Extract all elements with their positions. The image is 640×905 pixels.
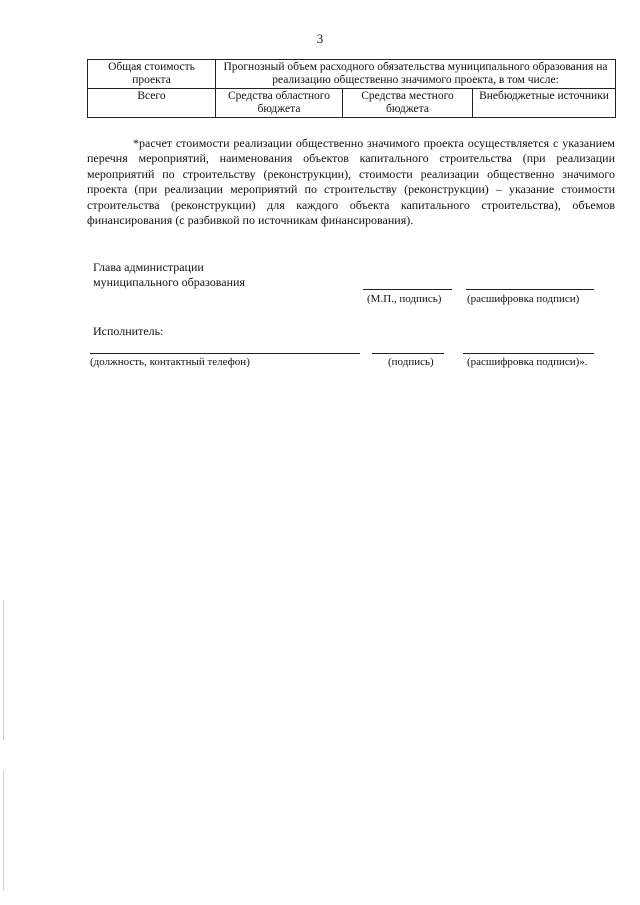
head-decode-line	[466, 289, 594, 290]
head-title-line2: муниципального образования	[93, 275, 245, 289]
table-header-row	[88, 60, 616, 89]
table-col-extrabudgetary: Внебюджетные источники	[473, 89, 616, 118]
table-subheader-row	[88, 89, 616, 118]
head-decode-caption: (расшифровка подписи)	[467, 293, 580, 305]
head-title-line1: Глава администрации	[93, 260, 204, 274]
scan-margin-mark	[3, 600, 4, 740]
head-of-administration	[93, 260, 245, 290]
table-col-regional: Средства областного бюджета	[216, 89, 343, 118]
cost-table	[87, 59, 616, 118]
footnote: *расчет стоимости реализации общественно значимого проекта осуществляется с указанием перечня мероприятий, наименования объектов капитального строительства (при реализации мероприятий по строительству (реконструкции), стоимости реализации общественно значимого проекта (при реализации мероприятий по строительству (реконструкции) – указание стоимости строительства (реконструкции) для каждого объекта капитального строительства), объемов финансирования (с разбивкой по источникам финансирования).	[87, 136, 615, 228]
executor-decode-caption: (расшифровка подписи)».	[467, 356, 588, 368]
head-sign-caption: (М.П., подпись)	[367, 293, 442, 305]
executor-position-caption: (должность, контактный телефон)	[90, 356, 250, 368]
scan-margin-mark-lower	[3, 770, 4, 890]
table-header-total-cost: Общая стоимость проекта	[88, 60, 216, 89]
table-col-local: Средства местного бюджета	[343, 89, 473, 118]
executor-decode-line	[463, 353, 594, 354]
table-header-forecast: Прогнозный объем расходного обязательства муниципального образования на реализацию общественно значимого проекта, в том числе:	[216, 60, 616, 89]
executor-label: Исполнитель:	[93, 324, 164, 338]
executor-position-line	[90, 353, 360, 354]
executor-sign-line	[372, 353, 444, 354]
executor-sign-caption: (подпись)	[388, 356, 434, 368]
table-col-total: Всего	[88, 89, 216, 118]
head-sign-line	[363, 289, 452, 290]
page-number: 3	[316, 31, 324, 46]
